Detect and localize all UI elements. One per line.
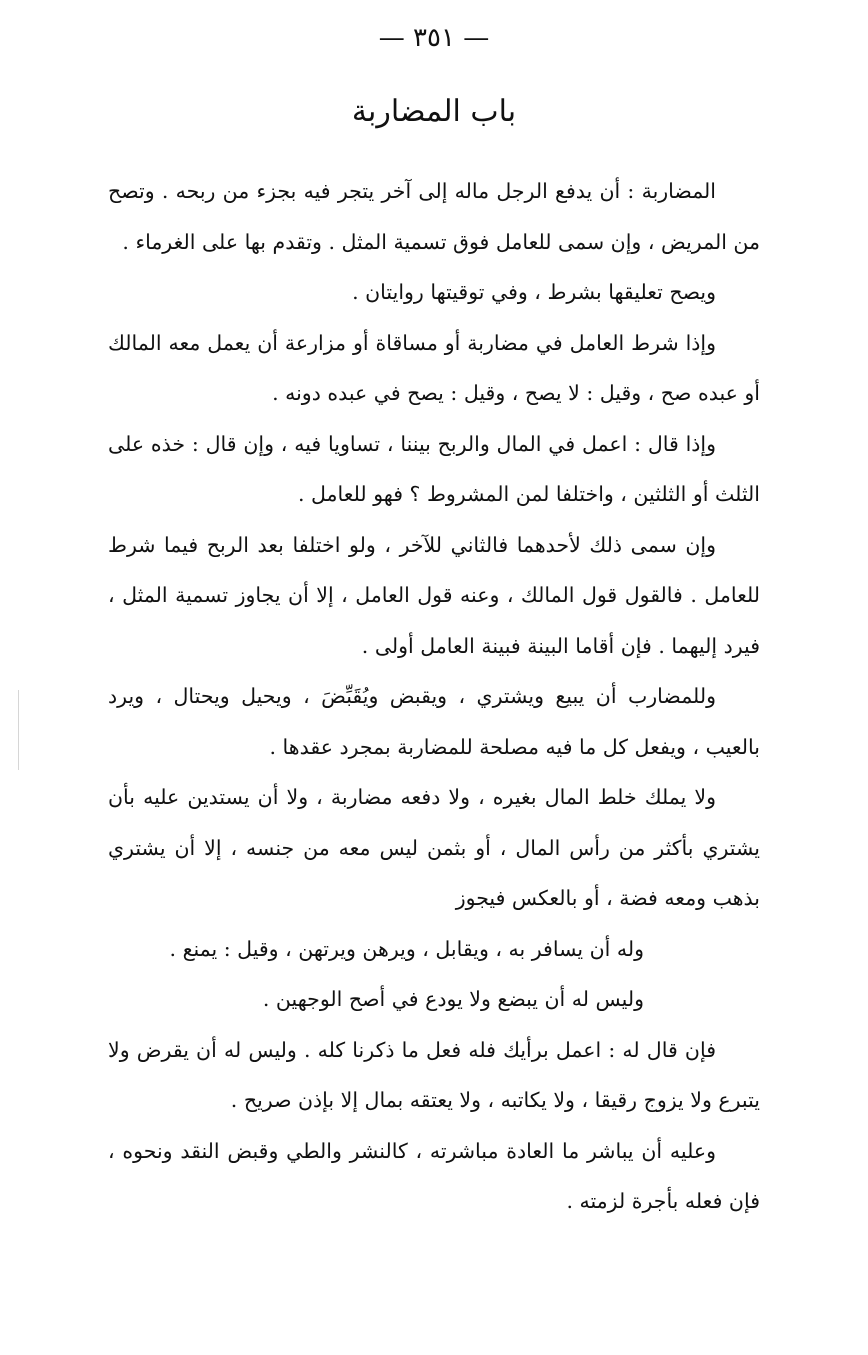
paragraph-customary-duties: وعليه أن يباشر ما العادة مباشرته ، كالنشر والطي وقبض النقد ونحوه ، فإن فعله بأجرة لزمته . [108,1138,760,1213]
paragraph-profit-division: وإذا قال : اعمل في المال والربح بيننا ، تساويا فيه ، وإن قال : خذه على الثلث أو الثلثين ، واختلفا لمن المشروط ؟ فهو للعامل . [108,431,760,506]
chapter-title: باب المضاربة [351,94,517,129]
paragraph-agent-restrictions: ولا يملك خلط المال بغيره ، ولا دفعه مضاربة ، ولا أن يستدين عليه بأن يشتري بأكثر من رأس المال ، أو بثمن ليس معه من جنسه ، إلا أن يشتري بذهب ومعه فضة ، أو بالعكس فيجوز [108,785,760,910]
paragraph-mudaraba-definition: المضاربة : أن يدفع الرجل ماله إلى آخر يتجر فيه بجزء من ربحه . وتصح من المريض ، وإن سمى للعامل فوق تسمية المثل . وتقدم بها على الغرماء . [108,179,760,254]
paragraph-conditional-validity: ويصح تعليقها بشرط ، وفي توقيتها روايتان . [352,280,716,304]
paragraph-disputed-share: وإن سمى ذلك لأحدهما فالثاني للآخر ، ولو اختلفا بعد الربح فيما شرط للعامل . فالقول قول المالك ، وعنه قول العامل ، إلا أن يجاوز تسمية المثل ، فيرد إليهما . فإن أقاما البينة فبينة العامل أولى . [108,532,760,658]
paragraph-deposit: وليس له أن يبضع ولا يودع في أصح الوجهين . [262,987,644,1011]
page-number: — ٣٥١ — [378,23,490,53]
paragraph-act-as-you-see-fit: فإن قال له : اعمل برأيك فله فعل ما ذكرنا كله . وليس له أن يقرض ولا يتبرع ولا يزوج رقيقا ، ولا يكاتبه ، ولا يعتقه بمال إلا بإذن صريح . [108,1037,760,1112]
page-body [108,166,760,1227]
scan-margin-mark [18,690,19,770]
paragraph-travel-pledge: وله أن يسافر به ، ويقابل ، ويرهن ويرتهن ، وقيل : يمنع . [169,936,644,961]
paragraph-agent-powers: وللمضارب أن يبيع ويشتري ، ويقبض ويُقَبِّضَ ، ويحيل ويحتال ، ويرد بالعيب ، ويفعل كل ما فيه مصلحة للمضاربة بمجرد عقدها . [108,684,760,759]
paragraph-owner-works-with: وإذا شرط العامل في مضاربة أو مساقاة أو مزارعة أن يعمل معه المالك أو عبده صح ، وقيل : لا يصح ، وقيل : يصح في عبده دونه . [108,330,760,405]
